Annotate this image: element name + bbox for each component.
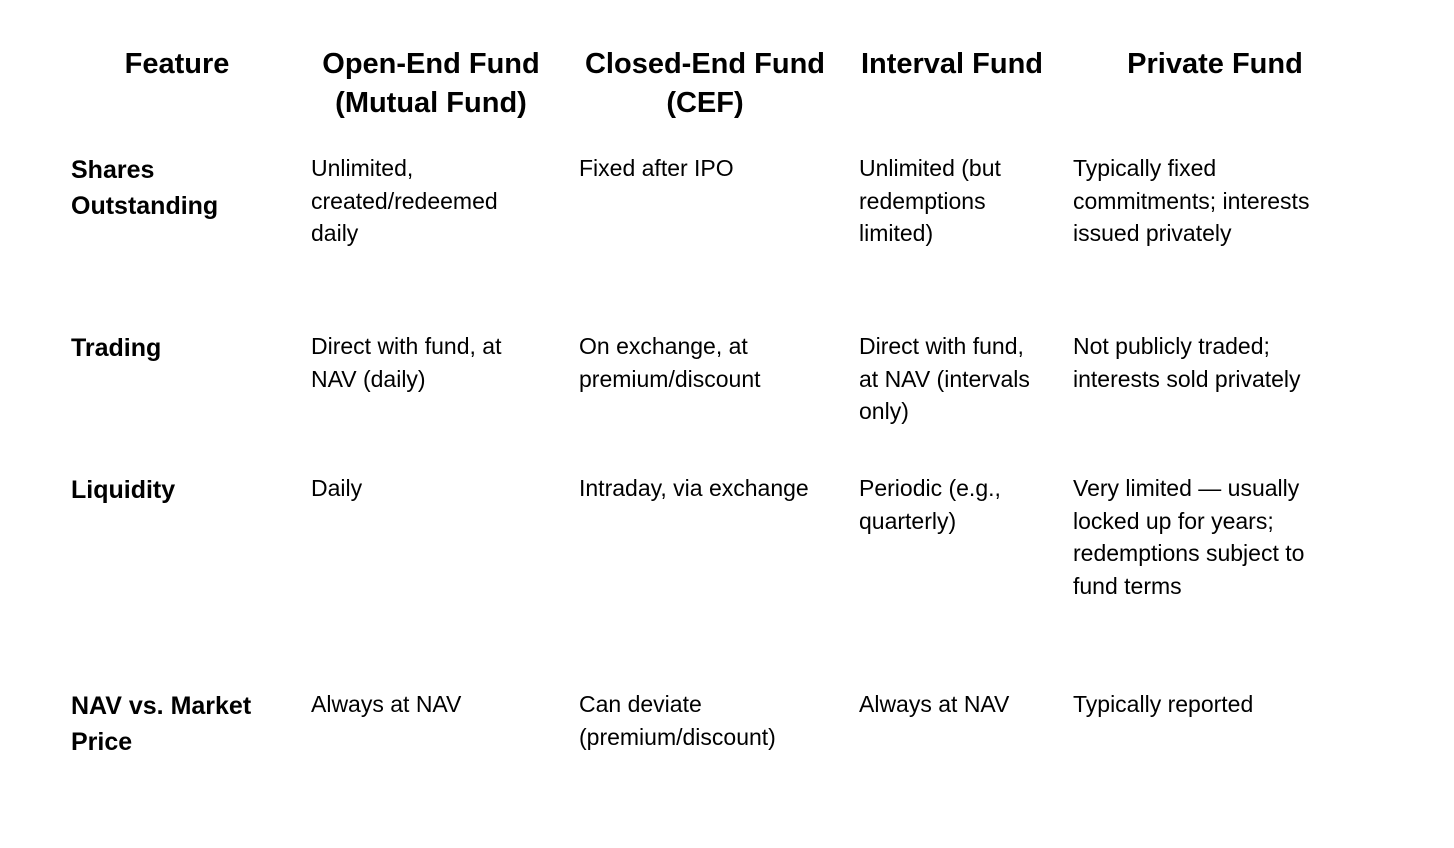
row-label-line: Price: [71, 728, 133, 756]
cell-liquidity-open-end: [311, 472, 566, 505]
row-label-line: NAV vs. Market: [71, 692, 252, 720]
header-open-end-line1: Open-End Fund: [322, 48, 540, 80]
cell-shares-outstanding-closed-end: [579, 152, 849, 185]
cell-line: redemptions subject to: [1073, 540, 1305, 566]
row-label-line: Outstanding: [71, 192, 219, 220]
cell-line: Fixed after IPO: [579, 155, 734, 181]
cell-line: Always at NAV: [859, 691, 1010, 717]
cell-liquidity-interval: [859, 472, 1064, 537]
cell-shares-outstanding-interval: [859, 152, 1064, 250]
cell-nav-open-end: [311, 688, 566, 721]
cell-line: Periodic (e.g.,: [859, 475, 1001, 501]
cell-nav-interval: [859, 688, 1064, 721]
row-label-line: Shares: [71, 156, 155, 184]
cell-line: Daily: [311, 475, 363, 501]
cell-line: (premium/discount): [579, 723, 776, 750]
cell-line: locked up for years;: [1073, 507, 1274, 534]
cell-line: Very limited — usually: [1073, 475, 1300, 501]
header-closed-end-line1: Closed-End Fund: [584, 48, 826, 80]
cell-line: NAV (daily): [311, 365, 426, 392]
cell-line: commitments; interests: [1073, 187, 1310, 214]
cell-line: at NAV (intervals: [859, 365, 1030, 392]
cell-nav-private: [1073, 688, 1373, 721]
row-label-line: Trading: [71, 334, 162, 362]
cell-line: On exchange, at: [579, 333, 748, 359]
header-private-fund: [1075, 45, 1355, 84]
header-private-text: Private Fund: [1127, 48, 1303, 80]
cell-line: Typically fixed: [1073, 155, 1217, 181]
header-feature: [77, 45, 277, 84]
cell-liquidity-private: [1073, 472, 1373, 602]
cell-line: Not publicly traded;: [1073, 333, 1270, 359]
cell-trading-private: [1073, 330, 1373, 395]
header-interval-fund: [842, 45, 1062, 84]
header-open-end-fund: [296, 45, 566, 123]
cell-line: issued privately: [1073, 220, 1232, 246]
cell-trading-interval: [859, 330, 1064, 428]
cell-line: redemptions: [859, 187, 986, 214]
cell-trading-open-end: [311, 330, 566, 395]
cell-shares-outstanding-private: [1073, 152, 1373, 250]
cell-line: premium/discount: [579, 365, 761, 392]
cell-line: Direct with fund, at: [311, 333, 502, 359]
row-label-liquidity: [71, 472, 291, 508]
cell-line: only): [859, 398, 909, 424]
cell-line: interests sold privately: [1073, 365, 1301, 392]
cell-line: Can deviate: [579, 691, 702, 717]
cell-shares-outstanding-open-end: [311, 152, 566, 250]
cell-line: Intraday, via exchange: [579, 475, 809, 501]
row-label-trading: [71, 330, 291, 366]
row-label-nav-vs-market-price: [71, 688, 301, 760]
cell-line: Typically reported: [1073, 691, 1254, 717]
cell-line: Unlimited (but: [859, 155, 1001, 181]
header-closed-end-line2: (CEF): [666, 87, 744, 119]
header-feature-text: Feature: [124, 48, 230, 80]
cell-line: Unlimited,: [311, 155, 414, 181]
header-closed-end-fund: [570, 45, 840, 123]
header-open-end-line2: (Mutual Fund): [335, 87, 527, 119]
cell-line: Always at NAV: [311, 691, 462, 717]
cell-nav-closed-end: [579, 688, 849, 753]
row-label-line: Liquidity: [71, 476, 176, 504]
header-interval-text: Interval Fund: [860, 48, 1044, 80]
cell-line: created/redeemed: [311, 187, 498, 214]
row-label-shares-outstanding: [71, 152, 291, 224]
cell-trading-closed-end: [579, 330, 849, 395]
cell-line: daily: [311, 220, 359, 246]
cell-liquidity-closed-end: [579, 472, 849, 505]
cell-line: quarterly): [859, 507, 957, 534]
cell-line: fund terms: [1073, 572, 1182, 599]
cell-line: Direct with fund,: [859, 333, 1024, 359]
cell-line: limited): [859, 220, 934, 246]
